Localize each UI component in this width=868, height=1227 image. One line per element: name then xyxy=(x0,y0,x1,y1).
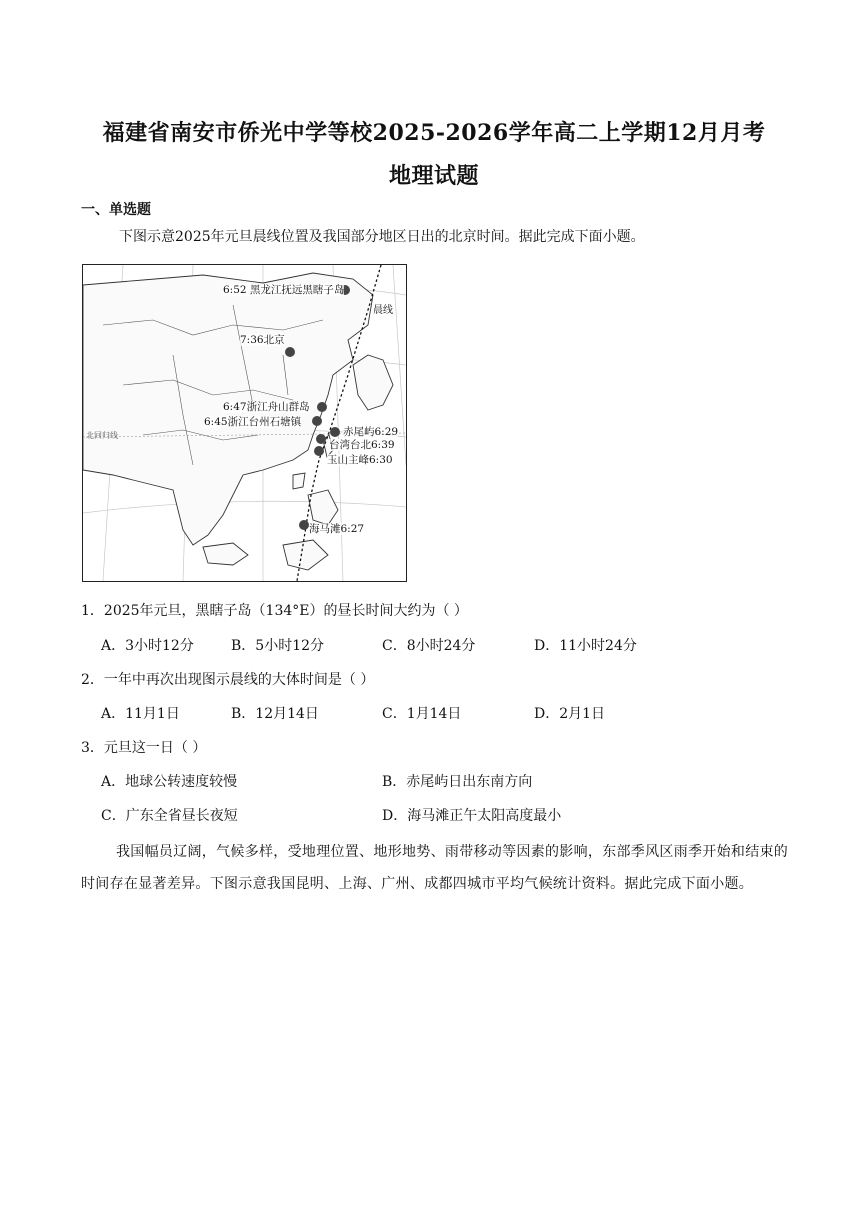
label-terminator: 晨线 xyxy=(373,305,393,316)
dot-taipei xyxy=(316,434,326,444)
dot-chiweiyu xyxy=(330,427,340,437)
dot-beijing xyxy=(285,347,295,357)
q1-option-d[interactable]: D．11小时24分 xyxy=(534,638,637,654)
label-taizhou: 6:45浙江台州石塘镇 xyxy=(204,416,302,428)
intro-text: 下图示意2025年元旦晨线位置及我国部分地区日出的北京时间。据此完成下面小题。 xyxy=(119,229,645,245)
label-yushan: 玉山主峰6:30 xyxy=(327,454,393,466)
terminator-map-figure xyxy=(82,264,407,582)
label-beijing: 7:36北京 xyxy=(240,334,285,346)
q1-option-c[interactable]: C．8小时24分 xyxy=(382,638,476,654)
section-heading: 一、单选题 xyxy=(81,202,151,218)
page-title-line2: 地理试题 xyxy=(388,163,479,189)
q3-option-c[interactable]: C．广东全省昼长夜短 xyxy=(101,808,238,824)
passage-2: 我国幅员辽阔，气候多样，受地理位置、地形地势、雨带移动等因素的影响，东部季风区雨季开始和结束的时间存在显著差异。下图示意我国昆明、上海、广州、成都四城市平均气候统计资料。据此完成下面小题。 xyxy=(81,844,789,892)
q3-option-d[interactable]: D．海马滩正午太阳高度最小 xyxy=(382,808,562,824)
q2-option-b[interactable]: B．12月14日 xyxy=(231,706,319,722)
dot-zhoushan xyxy=(317,402,327,412)
q1-option-a[interactable]: A．3小时12分 xyxy=(101,638,194,654)
q2-option-d[interactable]: D．2月1日 xyxy=(534,706,606,722)
q3-option-b[interactable]: B．赤尾屿日出东南方向 xyxy=(382,774,533,790)
q3-option-a[interactable]: A．地球公转速度较慢 xyxy=(101,774,238,790)
dot-haimatan xyxy=(299,520,309,530)
label-zhoushan: 6:47浙江舟山群岛 xyxy=(223,401,310,413)
question-2-stem: 2．一年中再次出现图示晨线的大体时间是（ ） xyxy=(81,672,375,688)
dot-yushan xyxy=(314,446,324,456)
label-taipei: 台湾台北6:39 xyxy=(329,439,395,451)
q1-option-b[interactable]: B．5小时12分 xyxy=(231,638,325,654)
q2-option-a[interactable]: A．11月1日 xyxy=(101,706,180,722)
label-haimatan: 海马滩6:27 xyxy=(309,523,365,535)
question-3-stem: 3．元旦这一日（ ） xyxy=(81,740,207,756)
label-chiweiyu: 赤尾屿6:29 xyxy=(343,426,399,438)
question-1-stem: 1．2025年元旦，黑瞎子岛（134°E）的昼长时间大约为（ ） xyxy=(81,603,468,619)
page-title-line1: 福建省南安市侨光中学等校2025-2026学年高二上学期12月月考 xyxy=(102,120,766,146)
dot-taizhou xyxy=(312,416,322,426)
label-heixiazi: 6:52 黑龙江抚远黑瞎子岛 xyxy=(223,284,345,296)
label-tropic: 北回归线 xyxy=(86,431,118,440)
q2-option-c[interactable]: C．1月14日 xyxy=(382,706,462,722)
